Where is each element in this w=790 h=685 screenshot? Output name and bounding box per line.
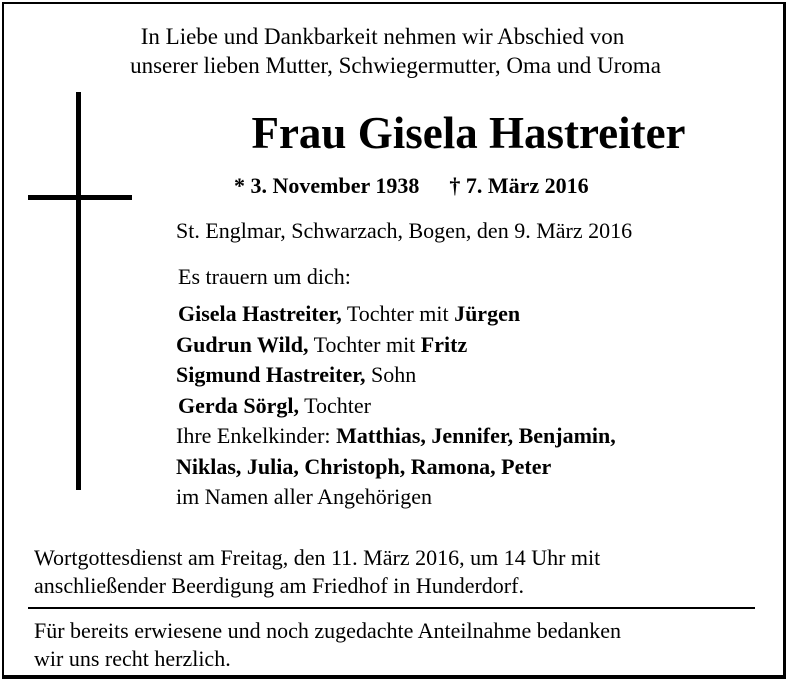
service-line-1: Wortgottesdienst am Freitag, den 11. März 2016, um 14 Uhr mit: [34, 545, 601, 570]
divider-line: [28, 607, 755, 609]
mourner-name: Gerda Sörgl,: [178, 392, 299, 418]
grandchildren-names-2: Niklas, Julia, Christoph, Ramona, Peter: [176, 453, 552, 479]
mourner-row: [176, 391, 616, 422]
mourner-relation: Tochter mit: [341, 301, 455, 326]
grandchildren-names-1: Matthias, Jennifer, Benjamin,: [336, 423, 616, 448]
life-dates: [234, 172, 589, 200]
cross-horizontal-bar: [28, 195, 132, 200]
thanks-line-1: Für bereits erwiesene und noch zugedachte Anteilnahme bedanken: [34, 618, 622, 643]
intro-line-1: In Liebe und Dankbarkeit nehmen wir Abschied von: [140, 24, 625, 49]
mourner-partner: Jürgen: [454, 301, 521, 326]
mourner-partner: Fritz: [420, 331, 468, 357]
mourner-name: Gudrun Wild,: [176, 331, 309, 357]
intro-line-2: unserer lieben Mutter, Schwiegermutter, Oma und Uroma: [130, 53, 661, 78]
grandchildren-label: Ihre Enkelkinder:: [176, 423, 337, 448]
deceased-name: Frau Gisela Hastreiter: [251, 108, 686, 158]
thanks-line-2: wir uns recht herzlich.: [34, 646, 231, 671]
mourner-row: [176, 330, 616, 361]
cross-icon: [28, 92, 132, 492]
mourners-heading: Es trauern um dich:: [178, 264, 351, 289]
grandchildren-row-2: [176, 452, 616, 483]
place-and-date: St. Englmar, Schwarzach, Bogen, den 9. März 2016: [176, 218, 633, 243]
obituary-notice: [2, 2, 786, 679]
closing-mourners: im Namen aller Angehörigen: [176, 484, 432, 509]
intro-text: [4, 22, 783, 80]
mourner-name: Sigmund Hastreiter,: [176, 362, 366, 387]
cross-vertical-bar: [76, 92, 81, 490]
mourner-relation: Tochter mit: [308, 331, 421, 357]
mourners-list: [176, 299, 616, 513]
grandchildren-row: [176, 421, 616, 452]
mourner-relation: Sohn: [365, 362, 417, 387]
service-line-2: anschließender Beerdigung am Friedhof in Hunderdorf.: [34, 573, 524, 598]
service-info: [34, 544, 600, 600]
mourner-name: Gisela Hastreiter,: [178, 301, 342, 326]
mourner-relation: Tochter: [299, 392, 371, 418]
death-date: † 7. März 2016: [449, 173, 589, 198]
thanks-text: [34, 617, 621, 673]
mourner-row: [176, 299, 616, 330]
birth-date: * 3. November 1938: [234, 173, 420, 198]
mourner-row: [176, 360, 616, 391]
